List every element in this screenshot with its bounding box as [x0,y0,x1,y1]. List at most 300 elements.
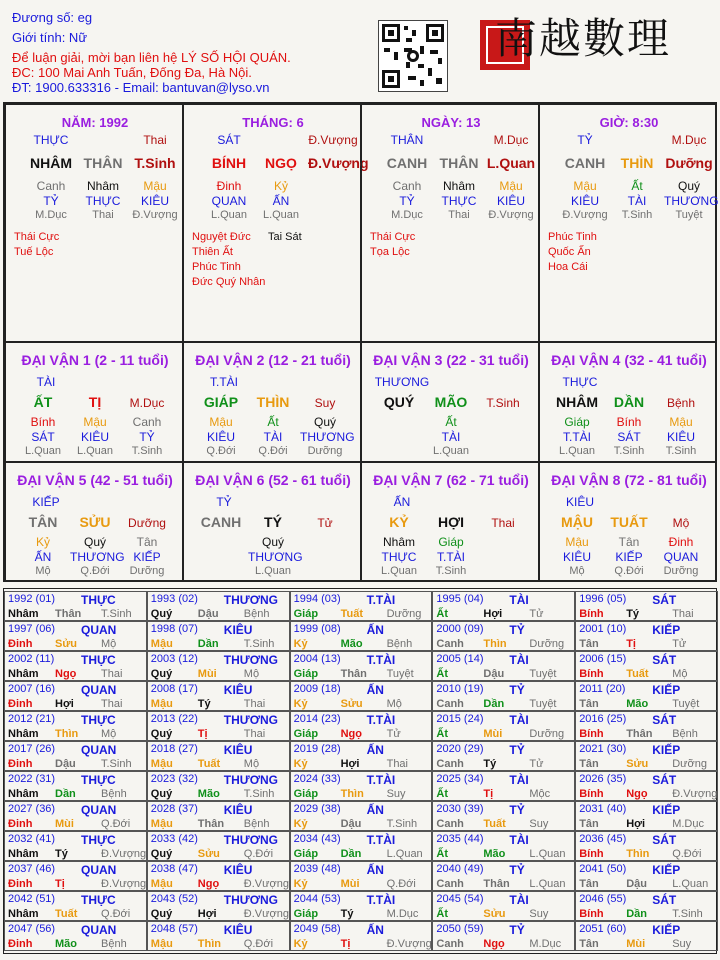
year-branch: Dần [197,638,219,650]
year-star: TÀI [509,833,529,847]
dai-van-hidden-phase: Dưỡng [663,565,699,577]
pillar-note: Phúc Tinh [548,231,597,243]
dai-van-hidden-star: THƯƠNG [248,550,303,564]
dai-van-hidden-star: TÀI [441,430,461,444]
year-phase: T.Sinh [386,818,418,830]
dai-van-star: TỶ [216,495,232,509]
year-phase: Thai [386,758,408,770]
year-label: 2013 (22) [150,713,198,725]
dai-van-hidden-phase: L.Quan [432,445,470,457]
year-branch: Thìn [340,788,364,800]
logo: 南越數理 [495,14,672,63]
year-stem: Giáp [293,608,319,620]
year-label: 1994 (03) [293,593,341,605]
year-branch: Tý [626,608,640,620]
year-phase: M.Dục [529,938,562,950]
year-phase: Đ.Vượng [101,848,147,860]
pillar-note: Nguyệt Đức [192,231,251,243]
pillar-row2: THÂN [83,155,123,171]
year-branch: Tuất [55,908,78,920]
pillar-note: Hoa Cái [548,261,588,273]
gender: Giới tính: Nữ [12,30,88,45]
year-branch: Tý [483,758,497,770]
pillar-row1: TỶ [577,133,593,147]
year-cell [147,651,290,681]
dai-van-title: ĐẠI VẬN 4 (32 - 41 tuổi) [551,352,707,368]
year-label: 2012 (21) [8,713,56,725]
year-label: 2049 (58) [293,923,341,935]
year-stem: Quý [150,848,173,860]
year-phase: Thai [243,698,266,710]
dai-van-title: ĐẠI VẬN 1 (2 - 11 tuổi) [21,352,169,368]
contact-line: Để luận giải, mời bạn liên hệ LÝ SỐ HỘI QUÁN. [12,50,291,65]
dai-van-hidden-phase: Mộ [569,565,585,577]
year-stem: Tân [579,758,599,770]
year-star: THỰC [81,653,116,667]
pillar-row4: KIÊU [570,194,599,208]
year-branch: Mùi [197,668,217,680]
pillar-row5: T.Sinh [621,209,653,221]
year-phase: L.Quan [386,848,423,860]
pillar-row4: KIÊU [496,194,525,208]
dai-van-hidden-star: KIẾP [615,550,643,564]
year-label: 2020 (29) [436,743,484,755]
year-branch: Ngọ [626,788,648,800]
dai-van-phase: Bệnh [666,396,696,410]
year-stem: Nhâm [8,788,39,800]
pillar-row4: TÀI [627,194,647,208]
year-label: 2031 (40) [579,803,627,815]
year-cell [147,891,290,921]
pillar-row3: Đinh [216,179,242,193]
year-label: 2009 (18) [293,683,341,695]
year-branch: Mùi [626,938,646,950]
year-stem: Canh [436,638,464,650]
chart-grid [3,102,717,582]
pillar-row3: Mậu [143,179,167,193]
year-stem: Kỷ [293,638,308,650]
pillar-row5: Thai [448,209,470,221]
year-stem: Giáp [293,788,319,800]
year-phase: Mộ [243,758,260,770]
dai-van-hidden-stem: Quý [83,535,106,549]
year-branch: Thân [197,818,225,830]
year-phase: Thai [101,668,123,680]
year-stem: Bính [579,608,604,620]
year-stem: Quý [150,788,173,800]
dai-van-hidden-star: KIÊU [80,430,109,444]
year-label: 2019 (28) [293,743,341,755]
year-stem: Quý [150,608,173,620]
year-stem: Kỷ [293,938,308,950]
year-phase: M.Dục [386,908,419,920]
year-label: 1999 (08) [293,623,341,635]
year-stem: Kỷ [293,878,308,890]
dai-van-hidden-star: KIÊU [562,550,591,564]
dai-van-title: ĐẠI VẬN 8 (72 - 81 tuổi) [551,472,707,488]
dai-van-title: ĐẠI VẬN 3 (22 - 31 tuổi) [373,352,529,368]
year-star: ẤN [366,683,384,697]
year-cell [432,771,575,801]
pillar-row2: L.Quan [486,155,536,171]
year-stem: Canh [436,878,464,890]
header [0,0,720,100]
pillar-note: Quốc Ấn [548,246,591,258]
dai-van-phase: Thai [491,516,515,530]
year-branch: Dậu [340,818,362,830]
year-phase: Bệnh [101,788,127,800]
year-phase: Tuyệt [386,668,414,680]
year-branch: Thân [340,668,367,680]
year-branch: Thìn [626,848,650,860]
pillar-row3: Kỷ [273,179,288,193]
year-phase: T.Sinh [672,908,703,920]
year-star: KIÊU [223,623,253,637]
dai-van-phase: Suy [314,396,336,410]
year-cell [432,651,575,681]
year-star: THỰC [81,773,116,787]
year-branch: Thân [483,878,510,890]
year-star: KIÊU [223,743,253,757]
year-label: 2032 (41) [8,833,56,845]
year-phase: Dưỡng [529,728,565,740]
year-star: TÀI [509,653,529,667]
year-stem: Mậu [150,818,173,830]
year-phase: Mộ [101,728,117,740]
year-branch: Tý [197,698,211,710]
year-label: 2043 (52) [150,893,198,905]
year-phase: Tử [529,608,544,620]
dai-van-hidden-phase: L.Quan [24,445,62,457]
pillar-row4: TỶ [43,194,59,208]
dai-van-cell [183,462,361,582]
year-cell [575,891,718,921]
year-branch: Thìn [483,638,507,650]
pillar-row4: TỶ [399,194,415,208]
year-star: TỶ [509,743,525,757]
year-phase: Mộ [672,668,688,680]
year-phase: Tuyệt [529,668,557,680]
pillar-note: Thiên Ất [192,246,233,258]
year-label: 2030 (39) [436,803,484,815]
year-label: 1996 (05) [579,593,627,605]
dai-van-branch: HỢI [438,514,464,530]
pillar-side-note: Tai Sát [268,231,302,243]
year-label: 2044 (53) [293,893,341,905]
year-phase: T.Sinh [243,638,275,650]
year-cell [290,651,433,681]
year-label: 2018 (27) [150,743,198,755]
year-label: 2021 (30) [579,743,627,755]
pillar-row4: THỰC [441,194,477,208]
year-branch: Dần [55,788,76,800]
year-star: ẤN [366,923,384,937]
pillar-note: Đức Quý Nhân [192,276,266,288]
year-star: ẤN [366,623,384,637]
year-stem: Tân [579,818,599,830]
year-branch: Tuất [626,668,649,680]
year-cell [4,801,147,831]
year-star: T.TÀI [366,893,396,907]
year-phase: Bệnh [101,938,127,950]
dai-van-stem: TÂN [28,514,58,530]
dai-van-hidden-star: QUAN [663,550,699,564]
year-branch: Mão [340,638,363,650]
year-label: 1997 (06) [8,623,56,635]
year-branch: Dậu [483,668,505,680]
year-branch: Mùi [483,728,503,740]
pillar-note: Thái Cực [14,231,60,243]
pillar-row4: ẤN [272,194,290,208]
year-phase: Thai [672,608,694,620]
year-cell [4,591,147,621]
year-branch: Dậu [197,608,219,620]
year-stem: Bính [579,788,604,800]
year-label: 2034 (43) [293,833,341,845]
dai-van-hidden-stem: Mậu [83,415,107,429]
pillar-note: Tọa Lộc [370,246,410,258]
year-phase: M.Dục [672,818,704,830]
year-label: 2035 (44) [436,833,484,845]
year-branch: Ngọ [483,938,505,950]
year-cell [290,891,433,921]
pillar-note: Phúc Tinh [192,261,241,273]
pillar-row5: Thai [92,209,114,221]
phone-email-line: ĐT: 1900.633316 - Email: bantuvan@lyso.vn [12,80,270,95]
year-label: 2005 (14) [436,653,484,665]
year-cell [4,711,147,741]
year-stem: Canh [436,938,464,950]
year-cell [575,711,718,741]
year-cell [4,861,147,891]
year-cell [575,771,718,801]
year-cell [4,831,147,861]
year-stem: Nhâm [8,908,39,920]
dai-van-branch: TUẤT [610,514,648,530]
dai-van-hidden-phase: Q.Đới [206,445,236,457]
dai-van-title: ĐẠI VẬN 5 (42 - 51 tuổi) [17,472,173,488]
year-stem: Mậu [150,938,173,950]
year-branch: Tuất [483,818,506,830]
year-branch: Sửu [197,848,220,860]
year-cell [147,711,290,741]
dai-van-hidden-phase: T.Sinh [613,445,645,457]
year-phase: Bệnh [672,728,698,740]
pillar-row3: Mậu [573,179,597,193]
dai-van-hidden-stem: Đinh [668,535,694,549]
year-label: 2050 (59) [436,923,484,935]
year-branch: Hợi [340,758,360,770]
year-stem: Canh [436,758,464,770]
year-stem: Tân [579,698,599,710]
year-stem: Đinh [8,878,33,890]
pillar-cell [183,104,369,342]
dai-van-hidden-star: KIẾP [133,550,161,564]
dai-van-phase: T.Sinh [486,396,520,410]
year-branch: Ngọ [197,878,220,890]
year-cell [4,921,147,951]
owner-name: Đương số: eg [12,10,93,25]
pillar-row3: Canh [36,179,66,193]
year-stem: Đinh [8,698,33,710]
year-star: SÁT [652,893,677,907]
year-phase: Tử [386,728,401,740]
year-cell [432,921,575,951]
year-branch: Tuất [197,758,221,770]
year-label: 2039 (48) [293,863,341,875]
year-label: 2001 (10) [579,623,627,635]
year-cell [575,681,718,711]
year-cell [575,591,718,621]
dai-van-hidden-phase: Dưỡng [129,565,165,577]
year-cell [575,741,718,771]
year-label: 2033 (42) [150,833,198,845]
year-star: KIẾP [652,623,681,637]
dai-van-hidden-star: SÁT [617,430,641,444]
year-cell [147,921,290,951]
pillar-row4: THƯƠNG [664,194,719,208]
dai-van-phase: Dưỡng [128,516,166,530]
year-phase: Tử [529,758,544,770]
year-phase: Dưỡng [386,608,422,620]
year-star: THƯƠNG [223,833,278,847]
year-stem: Tân [579,878,599,890]
year-stem: Giáp [293,908,319,920]
pillar-cell [361,104,539,342]
dai-van-hidden-stem: Mậu [669,415,693,429]
year-phase: T.Sinh [243,788,275,800]
year-star: KIẾP [652,863,681,877]
year-phase: T.Sinh [101,608,132,620]
year-star: THỰC [81,593,116,607]
pillar-row5: L.Quan [262,209,300,221]
dai-van-title: ĐẠI VẬN 6 (52 - 61 tuổi) [195,472,351,488]
year-cell [575,861,718,891]
pillar-row5: Đ.Vượng [562,209,608,221]
year-label: 2046 (55) [579,893,627,905]
year-branch: Tị [197,728,208,740]
dai-van-branch: TÝ [264,514,282,530]
year-star: THỰC [81,833,116,847]
year-cell [4,651,147,681]
year-cell [432,861,575,891]
year-phase: Suy [386,788,406,800]
year-stem: Ất [436,788,448,800]
pillar-row4: KIÊU [140,194,169,208]
year-branch: Sửu [626,758,649,770]
pillar-row5: Đ.Vượng [132,209,178,221]
year-phase: Bệnh [243,818,270,830]
year-stem: Kỷ [293,818,308,830]
year-label: 2011 (20) [579,683,626,695]
year-phase: Suy [529,908,549,920]
year-stem: Ất [436,728,448,740]
year-phase: T.Sinh [101,758,132,770]
year-stem: Tân [579,938,599,950]
year-label: 2040 (49) [436,863,484,875]
pillar-row1: M.Dục [671,133,707,147]
year-stem: Mậu [150,878,173,890]
dai-van-phase: M.Dục [129,396,165,410]
year-label: 2036 (45) [579,833,627,845]
dai-van-branch: THÌN [256,394,290,410]
dai-van-hidden-star: KIÊU [206,430,235,444]
dai-van-hidden-star: KIÊU [666,430,695,444]
pillar-row2: THÌN [620,155,654,171]
dai-van-hidden-stem: Nhâm [382,535,415,549]
year-branch: Ngọ [340,728,362,740]
year-stem: Giáp [293,848,319,860]
dai-van-hidden-phase: T.Sinh [435,565,467,577]
dai-van-hidden-stem: Canh [132,415,162,429]
year-star: T.TÀI [366,593,396,607]
dai-van-hidden-stem: Tân [136,535,158,549]
dai-van-hidden-phase: L.Quan [380,565,418,577]
year-star: TÀI [509,893,529,907]
dai-van-hidden-phase: Q.Đới [614,565,644,577]
year-cell [290,621,433,651]
pillar-row2: THÂN [439,155,479,171]
year-label: 2004 (13) [293,653,341,665]
year-phase: Suy [672,938,692,950]
dai-van-star: KIÊU [565,495,594,509]
year-stem: Ất [436,848,448,860]
dai-van-stem: CANH [200,514,242,530]
year-branch: Mão [197,788,220,800]
dai-van-hidden-star: ẤN [34,550,52,564]
year-star: THƯƠNG [223,653,278,667]
pillar-row2: NGỌ [265,155,297,171]
year-label: 2028 (37) [150,803,198,815]
pillar-row3: Nhâm [442,179,475,193]
year-cell [432,591,575,621]
pillar-row1: SÁT [217,133,241,147]
pillar-title: GIỜ: 8:30 [599,115,659,130]
dai-van-stem: NHÂM [556,394,598,410]
dai-van-branch: SỬU [79,514,111,530]
dai-van-branch: MÃO [434,394,468,410]
year-phase: Q.Đới [101,818,131,830]
year-stem: Đinh [8,758,33,770]
year-branch: Thân [55,608,82,620]
dai-van-stem: MẬU [561,514,593,530]
year-cell [575,921,718,951]
year-branch: Sửu [55,638,78,650]
year-star: ẤN [366,743,384,757]
pillar-title: THÁNG: 6 [242,115,304,130]
dai-van-branch: DẦN [613,394,645,410]
year-label: 2002 (11) [8,653,55,665]
year-star: KIÊU [223,683,253,697]
dai-van-hidden-stem: Giáp [564,415,590,429]
pillar-row2: Dưỡng [665,155,713,171]
year-branch: Tý [340,908,354,920]
year-cell [147,681,290,711]
year-stem: Quý [150,908,173,920]
year-cell [575,801,718,831]
pillar-row3: Nhâm [86,179,119,193]
pillar-row5: Tuyệt [675,209,703,221]
year-cell [290,771,433,801]
year-star: QUAN [81,683,117,697]
dai-van-cell [539,342,717,462]
year-cell [290,831,433,861]
year-label: 2026 (35) [579,773,627,785]
year-branch: Hợi [626,818,646,830]
dai-van-hidden-phase: Q.Đới [80,565,110,577]
year-stem: Bính [579,728,604,740]
year-label: 2027 (36) [8,803,56,815]
